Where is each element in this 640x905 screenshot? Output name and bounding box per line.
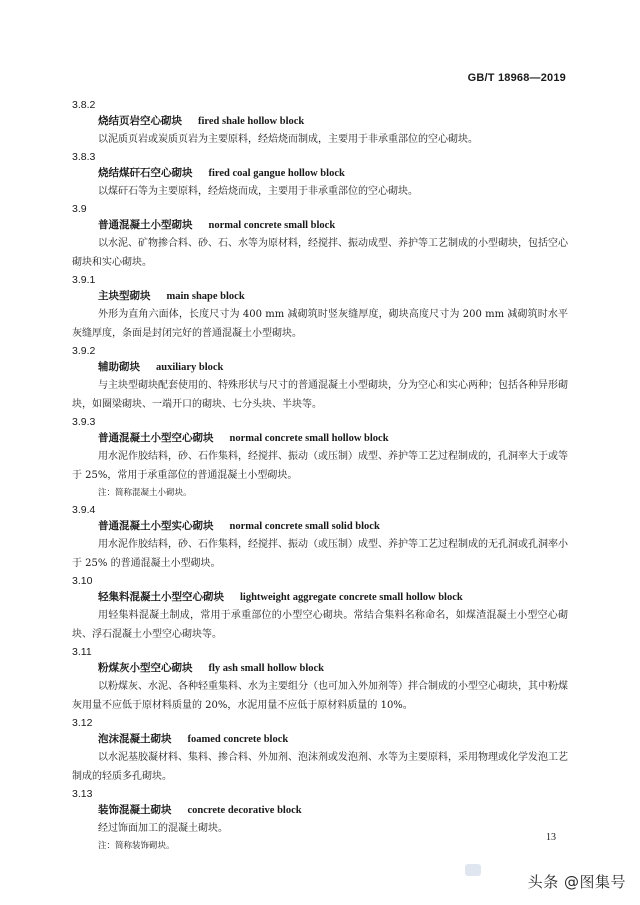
term-title [72,430,568,447]
term-title-zh: 辅助砌块 [98,361,140,373]
term-title [72,518,568,535]
term-title-zh: 粉煤灰小型空心砌块 [98,662,193,674]
term-3-9-1 [72,272,568,343]
term-number: 3.9.1 [72,274,96,286]
term-title-zh: 普通混凝土小型砌块 [98,219,193,231]
term-number: 3.13 [72,788,93,800]
term-title-zh: 烧结煤矸石空心砌块 [98,167,193,179]
standard-code: GB/T 18968—2019 [467,72,566,84]
term-note: 注：简称装饰砌块。 [98,841,175,851]
term-title [72,165,568,182]
term-title-en: fired shale hollow block [198,116,305,127]
term-number: 3.12 [72,717,93,729]
term-title-zh: 烧结页岩空心砌块 [98,115,182,127]
term-number: 3.8.3 [72,151,96,163]
term-title-zh: 主块型砌块 [98,290,151,302]
term-3-9 [72,201,568,272]
term-number: 3.10 [72,575,93,587]
term-number: 3.11 [72,646,92,658]
term-title-en: normal concrete small solid block [229,521,380,532]
term-title [72,802,568,819]
term-definition: 外形为直角六面体，长度尺寸为 400 mm 减砌筑时竖灰缝厚度，砌块高度尺寸为 200 mm 减砌筑时水平灰缝厚度，条面是封闭完好的普通混凝土小型砌块。 [72,309,568,339]
term-title [72,589,568,606]
term-title-zh: 普通混凝土小型空心砌块 [98,432,214,444]
term-title [72,731,568,748]
term-note: 注：简称混凝土小砌块。 [98,488,192,498]
term-title [72,217,568,234]
term-title-en: normal concrete small block [208,220,336,231]
term-3-9-3 [72,414,568,501]
term-title [72,288,568,305]
term-title-en: main shape block [166,291,245,302]
term-title [72,359,568,376]
term-title-en: concrete decorative block [187,805,302,816]
term-title-en: lightweight aggregate concrete small hollow block [240,592,463,603]
term-definition: 经过饰面加工的混凝土砌块。 [98,823,228,834]
term-title-zh: 装饰混凝土砌块 [98,804,172,816]
term-title-en: fired coal gangue hollow block [208,168,345,179]
term-3-10 [72,573,568,644]
term-3-9-4 [72,502,568,573]
term-definition: 以水泥、矿物掺合料、砂、石、水等为原材料，经搅拌、振动成型、养护等工艺制成的小型砌块，包括空心砌块和实心砌块。 [72,238,568,268]
watermark-text: 头条 @图集号 [527,873,626,891]
term-number: 3.9.3 [72,416,96,428]
term-3-8-3 [72,149,568,201]
term-3-13 [72,786,568,854]
term-number: 3.8.2 [72,99,96,111]
term-3-12 [72,715,568,786]
term-title-en: fly ash small hollow block [208,663,325,674]
term-number: 3.9 [72,203,87,215]
term-3-11 [72,644,568,715]
term-title [72,660,568,677]
term-title-zh: 泡沫混凝土砌块 [98,733,172,745]
term-definition: 以泥质页岩或炭质页岩为主要原料，经焙烧而制成，主要用于非承重部位的空心砌块。 [98,134,478,145]
term-definition: 以粉煤灰、水泥、各种轻重集料、水为主要组分（也可加入外加剂等）拌合制成的小型空心砌块，其中粉煤灰用量不应低于原材料质量的 20%，水泥用量不应低于原材料质量的 10%。 [72,681,568,711]
term-definition: 以煤矸石等为主要原料，经焙烧而成，主要用于非承重部位的空心砌块。 [98,186,418,197]
watermark-logo-icon [465,864,481,876]
term-title-en: foamed concrete block [187,734,289,745]
term-number: 3.9.2 [72,345,96,357]
term-definition: 用水泥作胶结料，砂、石作集料，经搅拌、振动（或压制）成型、养护等工艺过程制成的，孔洞率大于或等于 25%，常用于承重部位的普通混凝土小型砌块。 [72,451,568,481]
terms-section [72,97,568,855]
term-number: 3.9.4 [72,504,96,516]
term-3-9-2 [72,343,568,414]
term-definition: 以水泥基胶凝材料、集料、掺合料、外加剂、泡沫剂或发泡剂、水等为主要原料，采用物理或化学发泡工艺制成的轻质多孔砌块。 [72,752,568,782]
term-title-en: auxiliary block [156,362,224,373]
term-title-en: normal concrete small hollow block [229,433,389,444]
page-number: 13 [546,832,556,843]
term-definition: 与主块型砌块配套使用的、特殊形状与尺寸的普通混凝土小型砌块，分为空心和实心两种；包括各种异形砌块，如圈梁砌块、一端开口的砌块、七分头块、半块等。 [72,380,568,410]
term-definition: 用轻集料混凝土制成，常用于承重部位的小型空心砌块。常结合集料名称命名，如煤渣混凝土小型空心砌块、浮石混凝土小型空心砌块等。 [72,610,568,640]
term-definition: 用水泥作胶结料，砂、石作集料，经搅拌、振动（或压制）成型、养护等工艺过程制成的无孔洞或孔洞率小于 25% 的普通混凝土小型砌块。 [72,539,568,569]
term-title-zh: 轻集料混凝土小型空心砌块 [98,591,224,603]
term-title [72,113,568,130]
term-title-zh: 普通混凝土小型实心砌块 [98,520,214,532]
term-3-8-2 [72,97,568,149]
